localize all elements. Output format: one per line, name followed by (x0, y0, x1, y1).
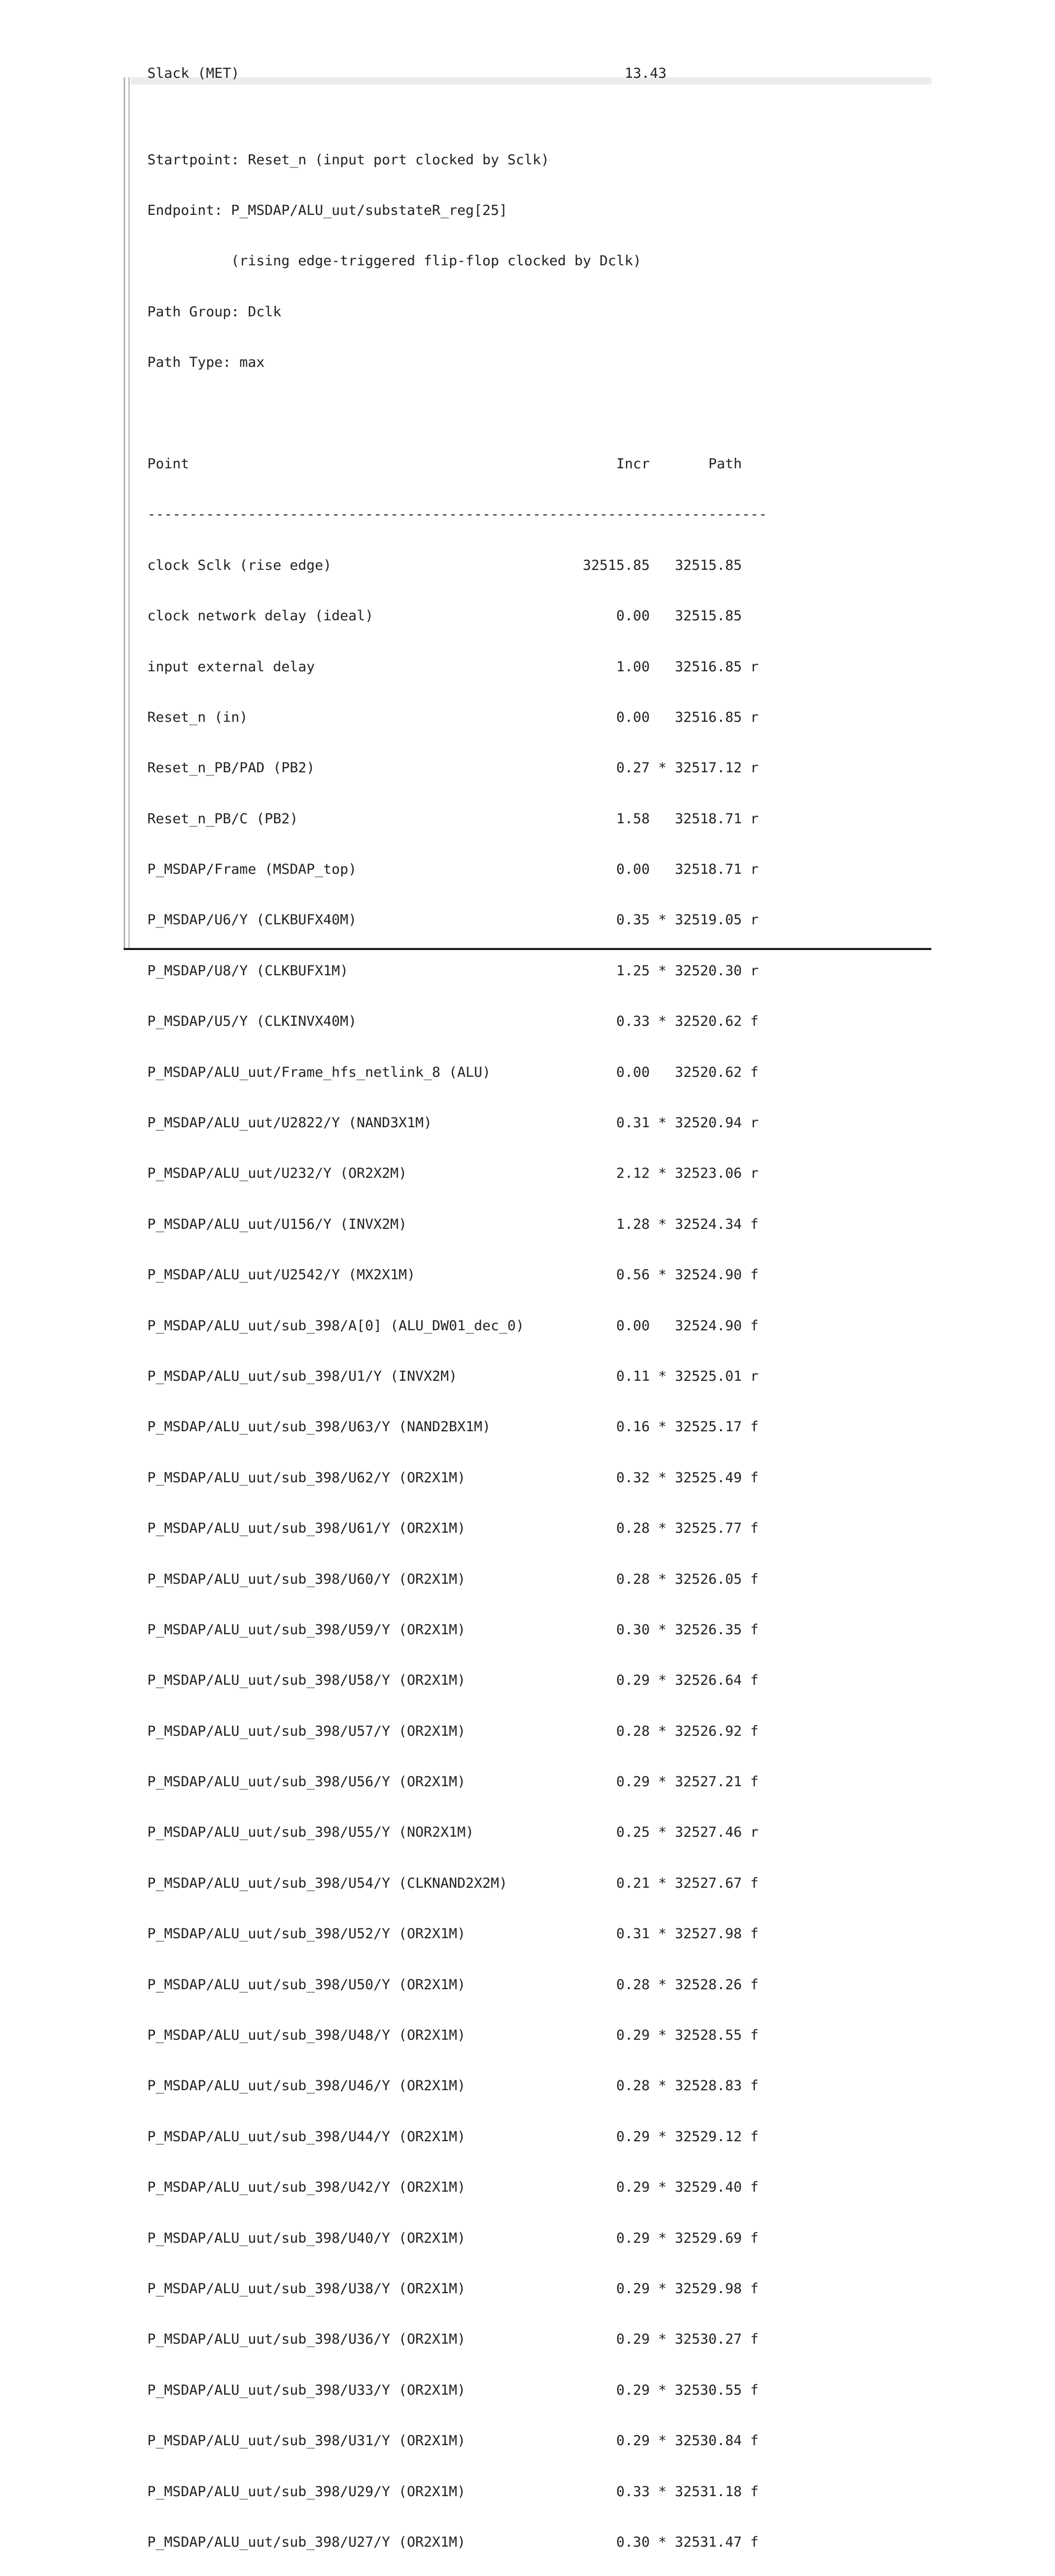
path-row: P_MSDAP/ALU_uut/sub_398/A[0] (ALU_DW01_dec_0) 0.00 32524.90 f (147, 1317, 759, 1334)
separator-line: -------------------------------------------------------------------------- (147, 506, 767, 523)
path-row: P_MSDAP/ALU_uut/sub_398/U31/Y (OR2X1M) 0.29 * 32530.84 f (147, 2433, 759, 2449)
path-row: P_MSDAP/ALU_uut/sub_398/U57/Y (OR2X1M) 0.28 * 32526.92 f (147, 1723, 759, 1739)
path-row: P_MSDAP/ALU_uut/sub_398/U62/Y (OR2X1M) 0.32 * 32525.49 f (147, 1469, 759, 1486)
path-row: input external delay 1.00 32516.85 r (147, 658, 759, 675)
endpoint-detail-line: (rising edge-triggered flip-flop clocked by Dclk) (147, 253, 642, 269)
path-row: P_MSDAP/ALU_uut/sub_398/U59/Y (OR2X1M) 0.30 * 32526.35 f (147, 1621, 759, 1638)
path-row: P_MSDAP/ALU_uut/sub_398/U33/Y (OR2X1M) 0.29 * 32530.55 f (147, 2382, 759, 2398)
path-row: P_MSDAP/ALU_uut/sub_398/U29/Y (OR2X1M) 0.33 * 32531.18 f (147, 2483, 759, 2500)
timing-report-text (147, 118, 767, 2576)
path-row: P_MSDAP/U5/Y (CLKINVX40M) 0.33 * 32520.62 f (147, 1013, 759, 1030)
cut-off-slack-line: Slack (MET) 13.43 (147, 65, 667, 81)
left-border-inner (128, 77, 130, 950)
path-row: P_MSDAP/Frame (MSDAP_top) 0.00 32518.71 r (147, 861, 759, 878)
path-row: P_MSDAP/ALU_uut/sub_398/U44/Y (OR2X1M) 0.29 * 32529.12 f (147, 2128, 759, 2145)
path-row: P_MSDAP/ALU_uut/sub_398/U1/Y (INVX2M) 0.11 * 32525.01 r (147, 1368, 759, 1384)
path-row: P_MSDAP/ALU_uut/sub_398/U58/Y (OR2X1M) 0.29 * 32526.64 f (147, 1672, 759, 1689)
timing-report-viewer (124, 65, 931, 2550)
path-row: P_MSDAP/ALU_uut/sub_398/U61/Y (OR2X1M) 0.28 * 32525.77 f (147, 1520, 759, 1537)
path-row: P_MSDAP/ALU_uut/sub_398/U60/Y (OR2X1M) 0.28 * 32526.05 f (147, 1571, 759, 1587)
path-row: P_MSDAP/U8/Y (CLKBUFX1M) 1.25 * 32520.30 r (147, 962, 759, 979)
path-row: P_MSDAP/ALU_uut/sub_398/U54/Y (CLKNAND2X2M) 0.21 * 32527.67 f (147, 1875, 759, 1891)
path-row: P_MSDAP/ALU_uut/sub_398/U38/Y (OR2X1M) 0.29 * 32529.98 f (147, 2281, 759, 2297)
column-header-line: Point Incr Path (147, 455, 742, 472)
path-row: P_MSDAP/ALU_uut/sub_398/U63/Y (NAND2BX1M) 0.16 * 32525.17 f (147, 1419, 759, 1435)
path-row: P_MSDAP/ALU_uut/sub_398/U56/Y (OR2X1M) 0.29 * 32527.21 f (147, 1774, 759, 1790)
path-row: P_MSDAP/ALU_uut/sub_398/U46/Y (OR2X1M) 0.28 * 32528.83 f (147, 2078, 759, 2094)
path-row: P_MSDAP/ALU_uut/sub_398/U52/Y (OR2X1M) 0.31 * 32527.98 f (147, 1926, 759, 1942)
path-row: P_MSDAP/ALU_uut/sub_398/U50/Y (OR2X1M) 0.28 * 32528.26 f (147, 1976, 759, 1993)
blank-line (147, 405, 767, 422)
path-row: P_MSDAP/ALU_uut/sub_398/U27/Y (OR2X1M) 0.30 * 32531.47 f (147, 2534, 759, 2550)
path-row: Reset_n (in) 0.00 32516.85 r (147, 709, 759, 725)
path-row: P_MSDAP/ALU_uut/U2822/Y (NAND3X1M) 0.31 * 32520.94 r (147, 1115, 759, 1131)
path-group-line: Path Group: Dclk (147, 303, 282, 320)
path-row: Reset_n_PB/PAD (PB2) 0.27 * 32517.12 r (147, 760, 759, 776)
path-row: Reset_n_PB/C (PB2) 1.58 32518.71 r (147, 810, 759, 827)
path-row: P_MSDAP/ALU_uut/sub_398/U40/Y (OR2X1M) 0.29 * 32529.69 f (147, 2230, 759, 2246)
path-row: P_MSDAP/ALU_uut/sub_398/U36/Y (OR2X1M) 0.29 * 32530.27 f (147, 2331, 759, 2348)
path-row: P_MSDAP/ALU_uut/sub_398/U48/Y (OR2X1M) 0.29 * 32528.55 f (147, 2027, 759, 2044)
path-row: clock network delay (ideal) 0.00 32515.85 (147, 608, 742, 624)
path-row: P_MSDAP/ALU_uut/U156/Y (INVX2M) 1.28 * 32524.34 f (147, 1216, 759, 1232)
path-row: P_MSDAP/U6/Y (CLKBUFX40M) 0.35 * 32519.05 r (147, 912, 759, 928)
path-row: P_MSDAP/ALU_uut/sub_398/U55/Y (NOR2X1M) 0.25 * 32527.46 r (147, 1824, 759, 1841)
path-row: P_MSDAP/ALU_uut/U232/Y (OR2X2M) 2.12 * 32523.06 r (147, 1165, 759, 1182)
left-border (124, 77, 125, 950)
path-row: P_MSDAP/ALU_uut/Frame_hfs_netlink_8 (ALU) 0.00 32520.62 f (147, 1064, 759, 1080)
path-type-line: Path Type: max (147, 354, 265, 371)
endpoint-line: Endpoint: P_MSDAP/ALU_uut/substateR_reg[25] (147, 202, 507, 218)
path-row: clock Sclk (rise edge) 32515.85 32515.85 (147, 557, 742, 573)
path-row: P_MSDAP/ALU_uut/sub_398/U42/Y (OR2X1M) 0.29 * 32529.40 f (147, 2179, 759, 2196)
startpoint-line: Startpoint: Reset_n (input port clocked by Sclk) (147, 151, 550, 168)
path-row: P_MSDAP/ALU_uut/U2542/Y (MX2X1M) 0.56 * 32524.90 f (147, 1267, 759, 1283)
bottom-border (124, 948, 931, 950)
